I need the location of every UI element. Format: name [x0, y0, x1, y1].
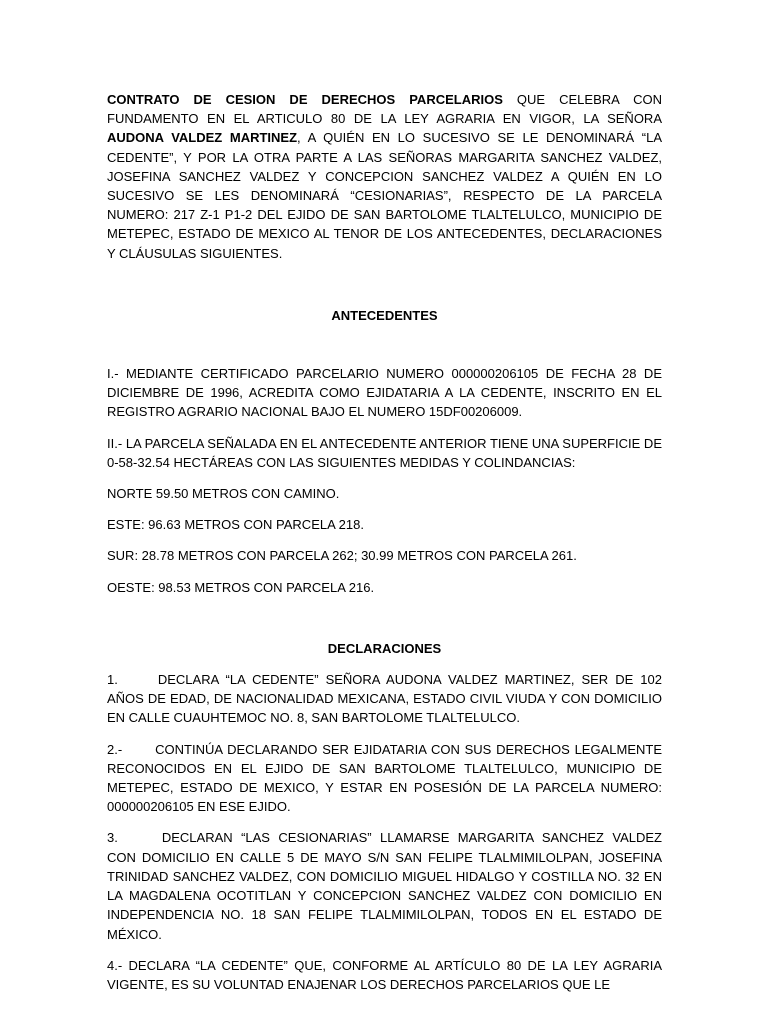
declaracion-number: 3.: [107, 830, 118, 846]
declaracion-3: [107, 828, 662, 943]
declaracion-number: 2.-: [107, 741, 123, 757]
declaracion-text: CONTINÚA DECLARANDO SER EJIDATARIA CON SUS DERECHOS LEGALMENTE RECONOCIDOS EN EL EJIDO DE SAN BARTOLOME TLALTELULCO, MUNICIPIO DE METEPEC, ESTADO DE MEXICO, Y ESTAR EN POSESIÓN DE LA PARCELA NUMERO: 000000206105 EN ESE EJIDO.: [107, 741, 662, 815]
antecedentes-heading: ANTECEDENTES: [331, 307, 438, 323]
declaracion-number: 1.: [107, 672, 118, 688]
declaracion-text: DECLARA “LA CEDENTE” QUE, CONFORME AL ARTÍCULO 80 DE LA LEY AGRARIA VIGENTE, ES SU VOLUNTAD ENAJENAR LOS DERECHOS PARCELARIOS QUE LE: [107, 957, 662, 992]
declaraciones-heading: DECLARACIONES: [327, 640, 442, 656]
document-page: [107, 90, 662, 994]
cedente-name: AUDONA VALDEZ MARTINEZ: [107, 130, 298, 146]
declaracion-text: DECLARAN “LAS CESIONARIAS” LLAMARSE MARGARITA SANCHEZ VALDEZ CON DOMICILIO EN CALLE 5 DE MAYO S/N SAN FELIPE TLALMIMILOLPAN, JOSEFINA TRINIDAD SANCHEZ VALDEZ, CON DOMICILIO MIGUEL HIDALGO Y COSTILLA NO. 32 EN LA MAGDALENA OCOTITLAN Y CONCEPCION SANCHEZ VALDEZ CON DOMICILIO EN INDEPENDENCIA NO. 18 SAN FELIPE TLALMIMILOLPAN, TODOS EN EL ESTADO DE MÉXICO.: [107, 830, 662, 942]
antecedente-1: I.- MEDIANTE CERTIFICADO PARCELARIO NUMERO 000000206105 DE FECHA 28 DE DICIEMBRE DE 1996, ACREDITA COMO EJIDATARIA A LA CEDENTE, INSCRITO EN EL REGISTRO AGRARIO NACIONAL BAJO EL NUMERO 15DF00206009.: [107, 366, 662, 420]
colindancia-norte: NORTE 59.50 METROS CON CAMINO.: [107, 486, 340, 502]
declaracion-2: [107, 740, 662, 817]
declaracion-text: DECLARA “LA CEDENTE” SEÑORA AUDONA VALDEZ MARTINEZ, SER DE 102 AÑOS DE EDAD, DE NACIONALIDAD MEXICANA, ESTADO CIVIL VIUDA Y CON DOMICILIO EN CALLE CUAUHTEMOC NO. 8, SAN BARTOLOME TLALTELULCO.: [107, 672, 662, 726]
contract-title: CONTRATO DE CESION DE DERECHOS PARCELARIOS: [107, 92, 503, 107]
declaracion-1: [107, 670, 662, 728]
contract-intro: [107, 90, 662, 263]
colindancia-oeste: OESTE: 98.53 METROS CON PARCELA 216.: [107, 579, 375, 595]
declaracion-number: 4.-: [107, 957, 123, 973]
declaracion-4: [107, 956, 662, 994]
intro-text-2: , A QUIÉN EN LO SUCESIVO SE LE DENOMINARÁ “LA CEDENTE”, Y POR LA OTRA PARTE A LAS SEÑORAS MARGARITA SANCHEZ VALDEZ, JOSEFINA SANCHEZ VALDEZ Y CONCEPCION SANCHEZ VALDEZ A QUIÉN EN LO SUCESIVO SE LES DENOMINARÁ “CESIONARIAS”, RESPECTO DE LA PARCELA NUMERO: 217 Z-1 P1-2 DEL EJIDO DE SAN BARTOLOME TLALTELULCO, MUNICIPIO DE METEPEC, ESTADO DE MEXICO AL TENOR DE LOS ANTECEDENTES, DECLARACIONES Y CLÁUSULAS SIGUIENTES.: [107, 130, 662, 261]
colindancia-sur: SUR: 28.78 METROS CON PARCELA 262; 30.99 METROS CON PARCELA 261.: [107, 548, 577, 564]
colindancia-este: ESTE: 96.63 METROS CON PARCELA 218.: [107, 517, 364, 533]
intro-text-1: QUE CELEBRA CON FUNDAMENTO EN EL ARTICULO 80 DE LA LEY AGRARIA EN VIGOR, LA SEÑORA: [107, 92, 662, 127]
antecedente-2: II.- LA PARCELA SEÑALADA EN EL ANTECEDENTE ANTERIOR TIENE UNA SUPERFICIE DE 0-58-32.54 HECTÁREAS CON LAS SIGUIENTES MEDIDAS Y COLINDANCIAS:: [107, 435, 662, 470]
